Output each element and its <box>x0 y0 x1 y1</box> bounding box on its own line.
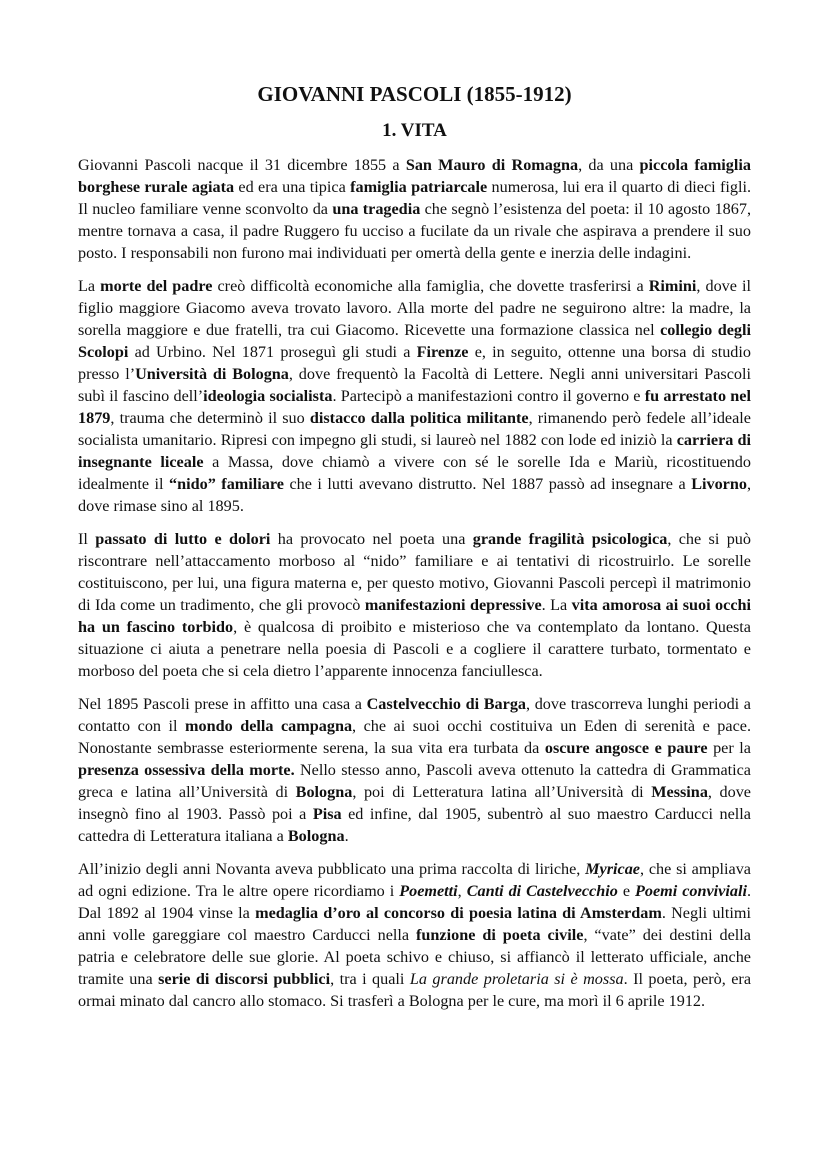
text-run: , trauma che determinò il suo <box>110 409 310 427</box>
bold-text: una tragedia <box>332 200 421 218</box>
text-run: . Dal 1892 al 1904 vinse la <box>78 882 751 922</box>
bold-text: Università di Bologna <box>135 365 289 383</box>
text-run: , che si può riscontrare nell’attaccamento morboso al “nido” familiare e ai tentativi di ricostruirlo. Le sorelle costituiscono, per lui, una figura materna e, per questo motivo, Giovanni Pascoli percepì il matrimonio di Ida come un tradimento, che gli provocò <box>78 530 751 614</box>
bold-text: Firenze <box>416 343 469 361</box>
text-run: , poi di Letteratura latina all’Università di <box>352 783 652 801</box>
text-run: , “vate” dei destini della patria e celebratore delle sue glorie. Al poeta schivo e chiuso, si affiancò il letterato ufficiale, anche tramite una <box>78 926 751 988</box>
text-run: . La <box>541 596 572 614</box>
text-run: , dove trascorreva lunghi periodi a contatto con il <box>78 695 751 735</box>
bold-text: carriera di insegnante liceale <box>78 431 751 471</box>
text-run: , rimanendo però fedele all’ideale socialista umanitario. Ripresi con impegno gli studi, si laureò nel 1882 con lode ed iniziò la <box>78 409 751 449</box>
bold-text: funzione di poeta civile <box>416 926 584 944</box>
text-run: , è qualcosa di proibito e misterioso che va contemplato da lontano. Questa situazione ci aiuta a penetrare nella poesia di Pascoli e a cogliere il carattere turbato, tormentato e morboso del poeta che si cela dietro l’apparente innocenza fanciullesca. <box>78 618 751 680</box>
text-run: , che ai suoi occhi costituiva un Eden di serenità e pace. Nonostante sembrasse esteriormente serena, la sua vita era turbata da <box>78 717 751 757</box>
text-run: che segnò l’esistenza del poeta: il 10 agosto 1867, mentre tornava a casa, il padre Ruggero fu ucciso a fucilate da un rivale che aspirava a prendere il suo posto. I responsabili non furono mai individuati per omertà della gente e inerzia delle indagini. <box>78 200 751 262</box>
text-run: , che si ampliava ad ogni edizione. Tra le altre opere ricordiamo i <box>78 860 751 900</box>
text-run: e <box>617 882 635 900</box>
text-run: Giovanni Pascoli nacque il 31 dicembre 1855 a <box>78 156 406 174</box>
bold-italic-text: Myricae <box>585 860 640 878</box>
document-body <box>78 154 751 1012</box>
text-run: , <box>457 882 467 900</box>
italic-text: La grande proletaria si è mossa <box>409 970 624 988</box>
text-run: La <box>78 277 101 295</box>
bold-text: Rimini <box>648 277 697 295</box>
paragraph <box>78 528 751 682</box>
text-run: , dove rimase sino al 1895. <box>78 475 751 515</box>
bold-text: Bologna <box>287 827 345 845</box>
bold-text: manifestazioni depressive <box>364 596 542 614</box>
bold-text: Castelvecchio di Barga <box>366 695 527 713</box>
text-run: Nel 1895 Pascoli prese in affitto una casa a <box>78 695 367 713</box>
text-run: ha provocato nel poeta una <box>270 530 473 548</box>
bold-text: San Mauro di Romagna <box>405 156 579 174</box>
text-run: che i lutti avevano distrutto. Nel 1887 passò ad insegnare a <box>283 475 692 493</box>
bold-text: Messina <box>651 783 708 801</box>
text-run: , da una <box>578 156 640 174</box>
text-run: Il <box>78 530 96 548</box>
text-run: Nello stesso anno, Pascoli aveva ottenuto la cattedra di Grammatica greca e latina all’Università di <box>78 761 751 801</box>
bold-text: ideologia socialista <box>203 387 333 405</box>
paragraph <box>78 858 751 1012</box>
bold-text: mondo della campagna <box>185 717 353 735</box>
text-run: . Partecipò a manifestazioni contro il governo e <box>332 387 645 405</box>
bold-text: presenza ossessiva della morte. <box>78 761 295 779</box>
paragraph <box>78 693 751 847</box>
bold-text: piccola famiglia borghese rurale agiata <box>78 156 751 196</box>
text-run: , dove frequentò la Facoltà di Lettere. Negli anni universitari Pascoli subì il fascino dell’ <box>78 365 751 405</box>
bold-text: Livorno <box>691 475 747 493</box>
text-run: ed era una tipica <box>234 178 351 196</box>
bold-text: medaglia d’oro al concorso di poesia latina di Amsterdam <box>255 904 662 922</box>
bold-text: morte del padre <box>100 277 213 295</box>
bold-text: grande fragilità psicologica <box>472 530 668 548</box>
text-run: ad Urbino. Nel 1871 proseguì gli studi a <box>128 343 417 361</box>
text-run: per la <box>707 739 751 757</box>
bold-italic-text: Canti di Castelvecchio <box>466 882 618 900</box>
text-run: . Il poeta, però, era ormai minato dal cancro allo stomaco. Si trasferì a Bologna per le cure, ma morì il 6 aprile 1912. <box>78 970 752 1010</box>
text-run: , dove il figlio maggiore Giacomo aveva trovato lavoro. Alla morte del padre ne seguirono altre: la madre, la sorella maggiore e due fratelli, tra cui Giacomo. Ricevette una formazione classica nel <box>78 277 752 339</box>
bold-italic-text: Poemi conviviali <box>634 882 747 900</box>
bold-text: distacco dalla politica militante <box>309 409 529 427</box>
text-run: , tra i quali <box>330 970 410 988</box>
text-run: ed infine, dal 1905, subentrò al suo maestro Carducci nella cattedra di Letteratura italiana a <box>78 805 751 845</box>
section-heading: 1. VITA <box>382 120 447 141</box>
bold-text: serie di discorsi pubblici <box>158 970 331 988</box>
bold-text: “nido” familiare <box>169 475 284 493</box>
text-run: , dove insegnò fino al 1903. Passò poi a <box>78 783 751 823</box>
text-run: a Massa, dove chiamò a vivere con sé le sorelle Ida e Mariù, ricostituendo idealmente il <box>78 453 751 493</box>
bold-text: fu arrestato nel 1879 <box>78 387 751 427</box>
bold-text: Pisa <box>312 805 342 823</box>
bold-italic-text: Poemetti <box>399 882 458 900</box>
text-run: . Negli ultimi anni volle gareggiare col maestro Carducci nella <box>78 904 751 944</box>
document-page <box>78 80 751 1023</box>
bold-text: vita amorosa ai suoi occhi ha un fascino torbido <box>78 596 752 636</box>
bold-text: passato di lutto e dolori <box>95 530 271 548</box>
text-run: e, in seguito, ottenne una borsa di studio presso l’ <box>78 343 751 383</box>
paragraph <box>78 275 751 517</box>
bold-text: famiglia patriarcale <box>350 178 488 196</box>
text-run: creò difficoltà economiche alla famiglia, che dovette trasferirsi a <box>212 277 649 295</box>
bold-text: collegio degli Scolopi <box>78 321 751 361</box>
document-title: GIOVANNI PASCOLI (1855-1912) <box>257 82 572 106</box>
bold-text: oscure angosce e paure <box>544 739 708 757</box>
bold-text: Bologna <box>295 783 353 801</box>
paragraph <box>78 154 751 264</box>
text-run: numerosa, lui era il quarto di dieci figli. Il nucleo familiare venne sconvolto da <box>78 178 752 218</box>
text-run: . <box>344 827 349 845</box>
text-run: All’inizio degli anni Novanta aveva pubblicato una prima raccolta di liriche, <box>78 860 586 878</box>
